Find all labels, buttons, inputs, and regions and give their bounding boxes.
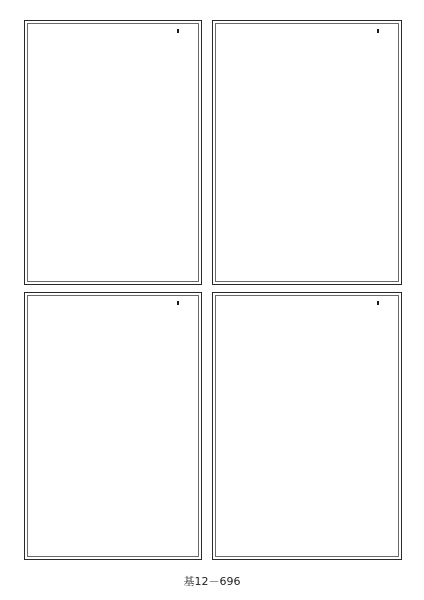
text-column (302, 27, 312, 278)
text-column (314, 27, 324, 278)
text-column (149, 27, 159, 278)
text-column (231, 27, 241, 278)
text-column (55, 299, 65, 553)
text-column (102, 299, 112, 553)
text-column (78, 27, 88, 278)
text-column (314, 299, 324, 553)
text-column (373, 299, 383, 553)
text-column (185, 27, 195, 278)
text-column (243, 299, 253, 553)
text-column (114, 27, 124, 278)
section-marker (377, 29, 379, 33)
text-column (255, 27, 265, 278)
text-column (278, 299, 288, 553)
text-column (337, 299, 347, 553)
text-column (173, 27, 183, 278)
column-group (219, 299, 395, 553)
text-column (90, 299, 100, 553)
text-column (67, 299, 77, 553)
column-group (219, 27, 395, 278)
section-marker (377, 301, 379, 305)
text-column (385, 27, 395, 278)
text-column (349, 299, 359, 553)
text-column (373, 27, 383, 278)
column-group (31, 299, 195, 553)
text-column (385, 299, 395, 553)
text-column (349, 27, 359, 278)
text-column (361, 27, 371, 278)
text-column (219, 299, 229, 553)
text-column (243, 27, 253, 278)
text-column (161, 299, 171, 553)
column-group (31, 27, 195, 278)
text-block-top-right (212, 20, 402, 285)
text-column (361, 299, 371, 553)
text-column (138, 299, 148, 553)
text-column (90, 27, 100, 278)
text-column (290, 27, 300, 278)
text-column (161, 27, 171, 278)
text-column (102, 27, 112, 278)
text-column (43, 27, 53, 278)
text-column (231, 299, 241, 553)
text-column (149, 299, 159, 553)
text-column (126, 299, 136, 553)
text-column (302, 299, 312, 553)
section-marker (177, 29, 179, 33)
text-block-top-left (24, 20, 202, 285)
text-column (31, 27, 41, 278)
text-column (78, 299, 88, 553)
text-column (219, 27, 229, 278)
text-column (173, 299, 183, 553)
text-block-bottom-right (212, 292, 402, 560)
text-column (290, 299, 300, 553)
text-column (43, 299, 53, 553)
text-column (55, 27, 65, 278)
text-column (67, 27, 77, 278)
text-column (278, 27, 288, 278)
text-column (126, 27, 136, 278)
text-column (337, 27, 347, 278)
text-column (114, 299, 124, 553)
text-block-bottom-left (24, 292, 202, 560)
text-column (266, 27, 276, 278)
section-marker (177, 301, 179, 305)
text-column (326, 299, 336, 553)
text-column (185, 299, 195, 553)
text-column (31, 299, 41, 553)
text-column (326, 27, 336, 278)
text-column (266, 299, 276, 553)
text-column (138, 27, 148, 278)
page-footer: 基12－696 (183, 575, 241, 588)
text-column (255, 299, 265, 553)
